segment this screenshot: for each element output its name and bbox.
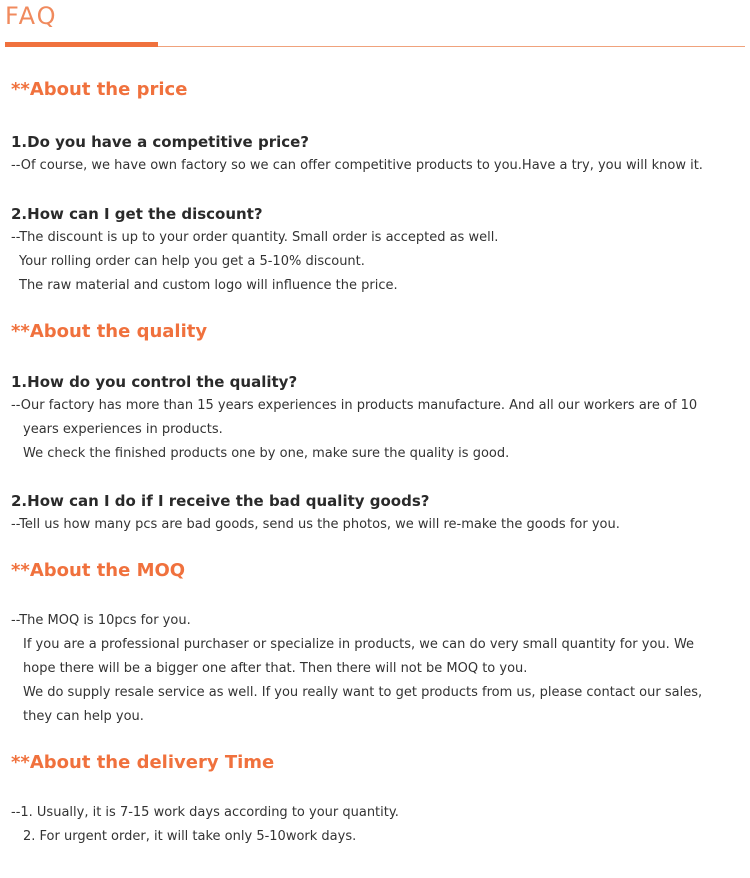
section-heading-quality: **About the quality: [11, 321, 208, 342]
section-heading-moq: **About the MOQ: [11, 560, 186, 581]
question-discount: 2.How can I get the discount?: [11, 205, 263, 223]
answer-line: --Tell us how many pcs are bad goods, send us the photos, we will re-make the goods for you.: [11, 517, 620, 532]
section-heading-delivery: **About the delivery Time: [11, 752, 275, 773]
answer-line: --The discount is up to your order quantity. Small order is accepted as well.: [11, 230, 499, 245]
answer-line: The raw material and custom logo will influence the price.: [19, 278, 398, 293]
question-bad-quality: 2.How can I do if I receive the bad quality goods?: [11, 492, 430, 510]
answer-line: --Our factory has more than 15 years experiences in products manufacture. And all our workers are of 10: [11, 398, 698, 413]
answer-line: We check the finished products one by one, make sure the quality is good.: [23, 446, 510, 461]
header-accent-bar: [5, 42, 158, 47]
section-heading-price: **About the price: [11, 79, 188, 100]
answer-line: We do supply resale service as well. If you really want to get products from us, please contact our sales,: [23, 685, 703, 700]
answer-line: --Of course, we have own factory so we can offer competitive products to you.Have a try, you will know it.: [11, 158, 703, 173]
answer-line: years experiences in products.: [23, 422, 223, 437]
question-competitive-price: 1.Do you have a competitive price?: [11, 133, 309, 151]
answer-line: hope there will be a bigger one after that. Then there will not be MOQ to you.: [23, 661, 528, 676]
question-quality-control: 1.How do you control the quality?: [11, 373, 298, 391]
answer-line: Your rolling order can help you get a 5-10% discount.: [19, 254, 365, 269]
page-title: FAQ: [5, 2, 58, 30]
answer-line: --The MOQ is 10pcs for you.: [11, 613, 191, 628]
answer-line: they can help you.: [23, 709, 144, 724]
answer-line: If you are a professional purchaser or specialize in products, we can do very small quantity for you. We: [23, 637, 695, 652]
answer-line: 2. For urgent order, it will take only 5-10work days.: [23, 829, 357, 844]
answer-line: --1. Usually, it is 7-15 work days according to your quantity.: [11, 805, 399, 820]
faq-content: [11, 78, 741, 849]
